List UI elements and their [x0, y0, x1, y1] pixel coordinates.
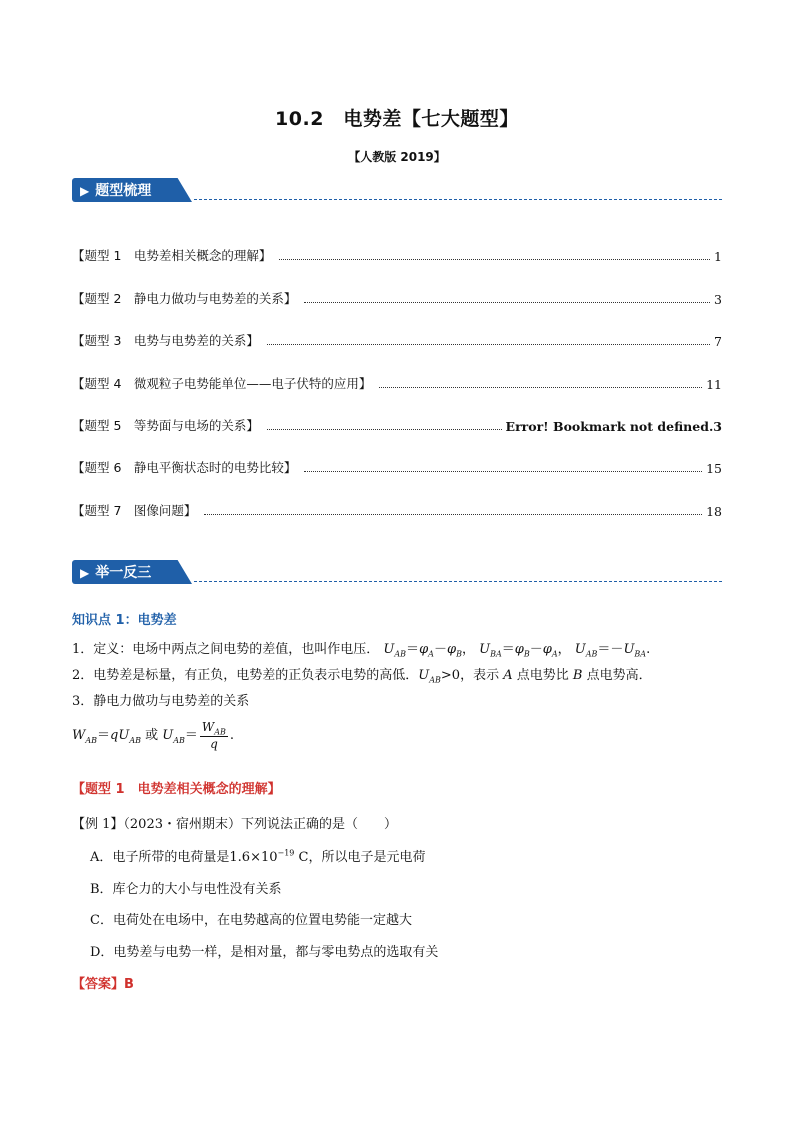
toc-page: 15 [706, 461, 722, 476]
option-b[interactable]: B．库仑力的大小与电性没有关系 [90, 882, 282, 897]
toc-label: 【题型 3 电势与电势差的关系】 [72, 333, 259, 348]
option-c[interactable]: C．电荷处在电场中，在电势越高的位置电势能一定越大 [90, 913, 412, 928]
page-title: 10.2 电势差【七大题型】 [275, 108, 519, 130]
toc-row[interactable] [72, 331, 722, 349]
type1-heading: 【题型 1 电势差相关概念的理解】 [72, 782, 281, 797]
toc-page: Error! Bookmark not defined.3 [505, 419, 722, 434]
example-question: 【例 1】（2023・宿州期末）下列说法正确的是（ ） [72, 817, 397, 832]
examples-banner [72, 560, 722, 586]
play-triangle-icon: ▶ [80, 566, 90, 580]
toc-label: 【题型 6 静电平衡状态时的电势比较】 [72, 460, 297, 475]
toc-label: 【题型 5 等势面与电场的关系】 [72, 418, 259, 433]
toc-row[interactable] [72, 416, 722, 434]
dashed-divider [194, 199, 722, 200]
toc-page: 3 [714, 292, 722, 307]
scalar-line: 2．电势差是标量，有正负，电势差的正负表示电势的高低．$U_{AB}>0$，表示 A 点电势比 B 点电势高． [72, 668, 652, 685]
definition-line: 1．定义：电场中两点之间电势的差值，也叫作电压． $U_{AB}=\varphi_A-\varphi_B$， $U_{BA}=\varphi_B-\varphi_A$， $U_{AB}=-U_{BA}$. [72, 642, 651, 659]
play-triangle-icon: ▶ [80, 184, 90, 198]
knowledge-heading: 知识点 1：电势差 [72, 613, 177, 628]
toc-label: 【题型 2 静电力做功与电势差的关系】 [72, 291, 297, 306]
toc-label: 【题型 1 电势差相关概念的理解】 [72, 248, 272, 263]
edition-subtitle: 【人教版 2019】 [348, 150, 446, 164]
work-relation-line: 3．静电力做功与电势差的关系 [72, 694, 250, 709]
toc-label: 【题型 7 图像问题】 [72, 503, 197, 518]
toc-banner-label: 题型梳理 [95, 183, 152, 199]
option-d[interactable]: D．电势差与电势一样，是相对量，都与零电势点的选取有关 [90, 945, 439, 960]
toc-page: 11 [706, 377, 722, 392]
toc-row[interactable] [72, 458, 722, 476]
toc-label: 【题型 4 微观粒子电势能单位——电子伏特的应用】 [72, 376, 372, 391]
dashed-divider [194, 581, 722, 582]
formula-line: $W_{AB}=qU_{AB}$ 或 $U_{AB}=$ $\frac{W_{AB}}{q}$ . [72, 720, 235, 752]
toc-page: 18 [706, 504, 722, 519]
toc-page: 7 [714, 334, 722, 349]
toc-row[interactable] [72, 501, 722, 519]
option-a[interactable]: A．电子所带的电荷量是$1.6\times 10^{-19}$ C，所以电子是元电荷 [90, 848, 426, 865]
toc-row[interactable] [72, 289, 722, 307]
toc-row[interactable] [72, 374, 722, 392]
toc-banner [72, 178, 722, 204]
toc-row[interactable] [72, 246, 722, 264]
toc-page: 1 [714, 249, 722, 264]
examples-banner-label: 举一反三 [95, 565, 152, 581]
answer-line: 【答案】B [72, 977, 134, 992]
